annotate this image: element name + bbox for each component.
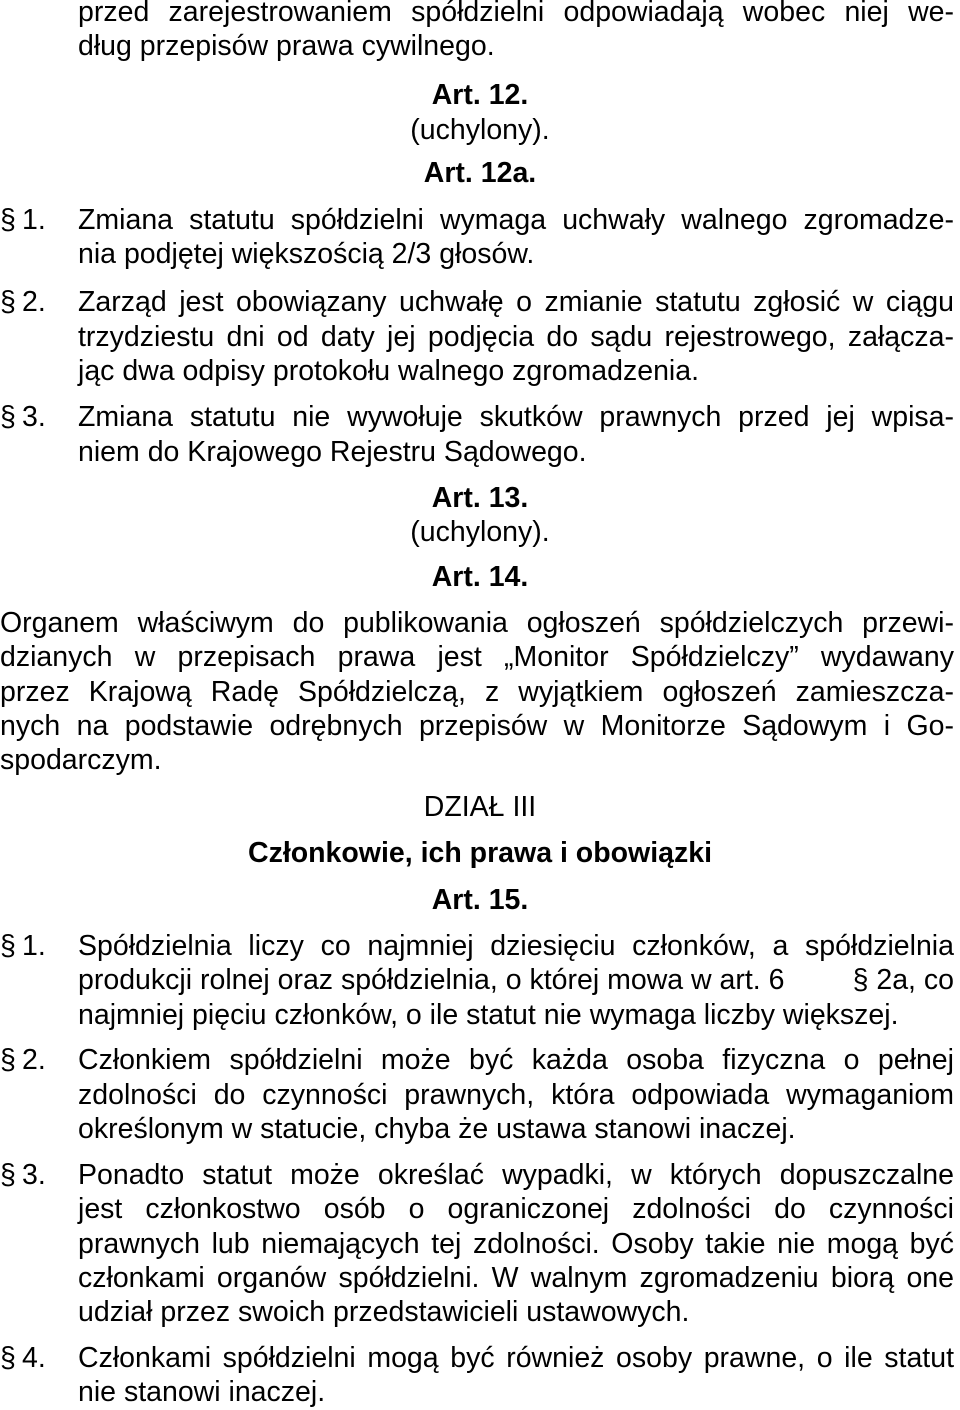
paragraph-line: Organem właściwym do publikowania ogłoszeń spółdzielczych przewi- bbox=[0, 607, 954, 639]
article-heading: Art. 14. bbox=[431, 561, 529, 593]
paragraph-line: zdolności do czynności prawnych, która odpowiada wymaganiom bbox=[78, 1079, 954, 1111]
paragraph-line: spodarczym. bbox=[0, 744, 162, 776]
paragraph-line: Członkami spółdzielni mogą być również osoby prawne, o ile statut bbox=[78, 1342, 954, 1374]
paragraph-line: nia podjętej większością 2/3 głosów. bbox=[78, 238, 535, 270]
paragraph-number: § 1. bbox=[0, 204, 46, 236]
paragraph-line: przez Krajową Radę Spółdzielczą, z wyjątkiem ogłoszeń zamieszcza- bbox=[0, 676, 954, 708]
article-heading: Art. 15. bbox=[431, 884, 529, 916]
paragraph-number: § 1. bbox=[0, 930, 46, 962]
article-heading: Art. 12. bbox=[431, 79, 529, 111]
division-label: DZIAŁ III bbox=[423, 791, 537, 823]
paragraph-number: § 3. bbox=[0, 1159, 46, 1191]
article-heading: Art. 13. bbox=[431, 482, 529, 514]
paragraph-line: Zarząd jest obowiązany uchwałę o zmianie statutu zgłosić w ciągu bbox=[78, 286, 954, 318]
paragraph-line: Zmiana statutu nie wywołuje skutków prawnych przed jej wpisa- bbox=[78, 401, 954, 433]
section-symbol: § bbox=[0, 401, 16, 433]
paragraph-line: Członkiem spółdzielni może być każda osoba fizyczna o pełnej bbox=[78, 1044, 954, 1076]
paragraph-line: trzydziestu dni od daty jej podjęcia do sądu rejestrowego, załącza- bbox=[78, 321, 954, 353]
article-status: (uchylony). bbox=[410, 516, 550, 548]
paragraph-line: określonym w statucie, chyba że ustawa stanowi inaczej. bbox=[78, 1113, 796, 1145]
paragraph-line: Zmiana statutu spółdzielni wymaga uchwały walnego zgromadze- bbox=[78, 204, 954, 236]
article-status: (uchylony). bbox=[410, 114, 550, 146]
paragraph-line: prawnych lub niemających tej zdolności. Osoby takie nie mogą być bbox=[78, 1228, 954, 1260]
paragraph-number: § 4. bbox=[0, 1342, 46, 1374]
paragraph-line: jest członkostwo osób o ograniczonej zdolności do czynności bbox=[78, 1193, 954, 1225]
section-symbol: § bbox=[0, 1342, 16, 1374]
section-symbol: § bbox=[0, 1044, 16, 1076]
section-symbol: § bbox=[852, 964, 869, 996]
section-symbol: § bbox=[0, 1159, 16, 1191]
section-symbol: § bbox=[0, 286, 16, 318]
paragraph-number: § 2. bbox=[0, 1044, 46, 1076]
paragraph-number: § 2. bbox=[0, 286, 46, 318]
paragraph-line: produkcji rolnej oraz spółdzielnia, o której mowa w art. 6 § 2a, co bbox=[78, 964, 954, 996]
article-heading: Art. 12a. bbox=[423, 157, 537, 189]
paragraph-line: dzianych w przepisach prawa jest „Monitor Spółdzielczy” wydawany bbox=[0, 641, 954, 673]
intro-line: przed zarejestrowaniem spółdzielni odpowiadają wobec niej we- bbox=[78, 0, 954, 28]
paragraph-line: udział przez swoich przedstawicieli ustawowych. bbox=[78, 1296, 690, 1328]
paragraph-line: nych na podstawie odrębnych przepisów w Monitorze Sądowym i Go- bbox=[0, 710, 954, 742]
section-symbol: § bbox=[0, 930, 16, 962]
paragraph-number: § 3. bbox=[0, 401, 46, 433]
section-symbol: § bbox=[0, 204, 16, 236]
paragraph-line: niem do Krajowego Rejestru Sądowego. bbox=[78, 436, 587, 468]
paragraph-line: członkami organów spółdzielni. W walnym zgromadzeniu biorą one bbox=[78, 1262, 954, 1294]
division-title: Członkowie, ich prawa i obowiązki bbox=[247, 837, 712, 869]
paragraph-line: Ponadto statut może określać wypadki, w których dopuszczalne bbox=[78, 1159, 954, 1191]
paragraph-line: nie stanowi inaczej. bbox=[78, 1376, 326, 1408]
paragraph-line: Spółdzielnia liczy co najmniej dziesięciu członków, a spółdzielnia bbox=[78, 930, 954, 962]
paragraph-line: jąc dwa odpisy protokołu walnego zgromadzenia. bbox=[78, 355, 700, 387]
paragraph-line: najmniej pięciu członków, o ile statut nie wymaga liczby większej. bbox=[78, 999, 899, 1031]
intro-line: dług przepisów prawa cywilnego. bbox=[78, 30, 495, 62]
